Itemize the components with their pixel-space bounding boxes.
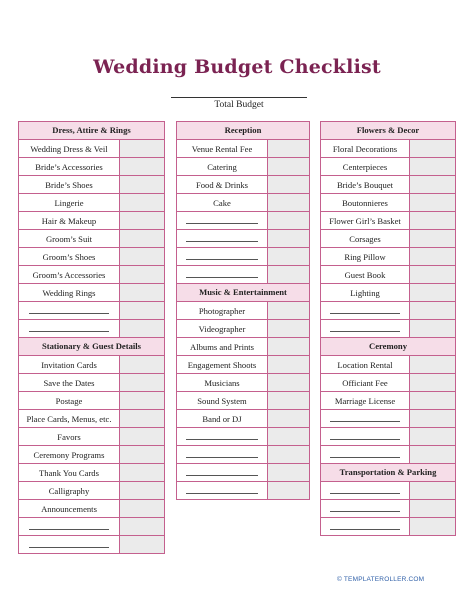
amount-field[interactable] xyxy=(410,320,455,337)
blank-item-line xyxy=(330,421,400,422)
amount-field[interactable] xyxy=(268,302,309,319)
amount-field[interactable] xyxy=(120,230,164,247)
checklist-row xyxy=(177,230,309,248)
blank-item-line xyxy=(330,493,400,494)
checklist-row xyxy=(177,356,309,374)
item-label: Albums and Prints xyxy=(177,338,268,355)
blank-item-field[interactable] xyxy=(177,464,268,481)
section-header: Music & Entertainment xyxy=(177,284,309,302)
checklist-row xyxy=(321,212,455,230)
blank-item-field[interactable] xyxy=(19,302,120,319)
checklist-row xyxy=(321,446,455,463)
amount-field[interactable] xyxy=(410,230,455,247)
blank-item-field[interactable] xyxy=(177,230,268,247)
column-1 xyxy=(18,121,165,554)
checklist-row xyxy=(321,140,455,158)
checklist-row xyxy=(321,230,455,248)
item-label: Ring Pillow xyxy=(321,248,410,265)
item-label: Lighting xyxy=(321,284,410,301)
blank-item-line xyxy=(186,277,258,278)
amount-field[interactable] xyxy=(120,302,164,319)
item-label: Boutonnieres xyxy=(321,194,410,211)
checklist-row xyxy=(321,500,455,518)
checklist-row xyxy=(177,482,309,499)
item-label: Favors xyxy=(19,428,120,445)
blank-item-field[interactable] xyxy=(19,320,120,337)
amount-field[interactable] xyxy=(120,158,164,175)
checklist-row xyxy=(321,320,455,337)
amount-field[interactable] xyxy=(120,140,164,157)
amount-field[interactable] xyxy=(410,356,455,373)
item-label: Bride’s Shoes xyxy=(19,176,120,193)
item-label: Groom’s Accessories xyxy=(19,266,120,283)
item-label: Groom’s Suit xyxy=(19,230,120,247)
checklist-row xyxy=(19,536,164,553)
checklist-row xyxy=(177,410,309,428)
checklist-row xyxy=(177,428,309,446)
checklist-row xyxy=(177,140,309,158)
amount-field[interactable] xyxy=(120,500,164,517)
item-label: Centerpieces xyxy=(321,158,410,175)
checklist-section xyxy=(320,121,456,338)
blank-item-field[interactable] xyxy=(177,428,268,445)
blank-item-field[interactable] xyxy=(19,518,120,535)
amount-field[interactable] xyxy=(268,140,309,157)
item-label: Cake xyxy=(177,194,268,211)
amount-field[interactable] xyxy=(120,446,164,463)
item-label: Bride’s Bouquet xyxy=(321,176,410,193)
amount-field[interactable] xyxy=(120,536,164,553)
blank-item-field[interactable] xyxy=(321,410,410,427)
amount-field[interactable] xyxy=(410,392,455,409)
item-label: Sound System xyxy=(177,392,268,409)
blank-item-field[interactable] xyxy=(321,500,410,517)
checklist-row xyxy=(177,266,309,283)
amount-field[interactable] xyxy=(410,158,455,175)
checklist-row xyxy=(19,500,164,518)
blank-item-line xyxy=(29,547,109,548)
blank-item-line xyxy=(186,439,258,440)
amount-field[interactable] xyxy=(410,176,455,193)
checklist-row xyxy=(19,158,164,176)
amount-field[interactable] xyxy=(410,140,455,157)
item-label: Invitation Cards xyxy=(19,356,120,373)
page-title: Wedding Budget Checklist xyxy=(93,56,381,78)
amount-field[interactable] xyxy=(410,518,455,535)
checklist-row xyxy=(19,356,164,374)
amount-field[interactable] xyxy=(120,194,164,211)
checklist-row xyxy=(177,392,309,410)
amount-field[interactable] xyxy=(120,410,164,427)
checklist-section xyxy=(18,121,165,338)
total-budget-line[interactable] xyxy=(171,97,307,98)
checklist-row xyxy=(19,518,164,536)
section-header: Ceremony xyxy=(321,338,455,356)
amount-field[interactable] xyxy=(410,284,455,301)
item-label: Thank You Cards xyxy=(19,464,120,481)
amount-field[interactable] xyxy=(120,482,164,499)
checklist-row xyxy=(19,428,164,446)
item-label: Engagement Shoots xyxy=(177,356,268,373)
checklist-section xyxy=(18,338,165,554)
checklist-row xyxy=(19,302,164,320)
checklist-row xyxy=(177,248,309,266)
section-header: Stationary & Guest Details xyxy=(19,338,164,356)
item-label: Videographer xyxy=(177,320,268,337)
blank-item-field[interactable] xyxy=(177,248,268,265)
amount-field[interactable] xyxy=(410,500,455,517)
amount-field[interactable] xyxy=(120,464,164,481)
item-label: Calligraphy xyxy=(19,482,120,499)
checklist-row xyxy=(177,374,309,392)
blank-item-line xyxy=(186,457,258,458)
blank-item-field[interactable] xyxy=(177,482,268,499)
checklist-row xyxy=(19,446,164,464)
item-label: Musicians xyxy=(177,374,268,391)
item-label: Postage xyxy=(19,392,120,409)
item-label: Food & Drinks xyxy=(177,176,268,193)
amount-field[interactable] xyxy=(120,320,164,337)
checklist-row xyxy=(177,158,309,176)
amount-field[interactable] xyxy=(268,428,309,445)
blank-item-field[interactable] xyxy=(321,320,410,337)
blank-item-line xyxy=(330,457,400,458)
checklist-row xyxy=(19,230,164,248)
blank-item-field[interactable] xyxy=(177,212,268,229)
blank-item-field[interactable] xyxy=(321,446,410,463)
item-label: Marriage License xyxy=(321,392,410,409)
amount-field[interactable] xyxy=(268,320,309,337)
item-label: Band or DJ xyxy=(177,410,268,427)
item-label: Groom’s Shoes xyxy=(19,248,120,265)
amount-field[interactable] xyxy=(268,446,309,463)
item-label: Wedding Rings xyxy=(19,284,120,301)
blank-item-field[interactable] xyxy=(177,266,268,283)
checklist-row xyxy=(19,248,164,266)
item-label: Flower Girl’s Basket xyxy=(321,212,410,229)
item-label: Bride’s Accessories xyxy=(19,158,120,175)
checklist-row xyxy=(321,482,455,500)
amount-field[interactable] xyxy=(410,248,455,265)
amount-field[interactable] xyxy=(410,302,455,319)
amount-field[interactable] xyxy=(268,482,309,499)
section-header: Flowers & Decor xyxy=(321,122,455,140)
blank-item-line xyxy=(29,313,109,314)
footer-credit[interactable]: © TEMPLATEROLLER.COM xyxy=(337,576,425,583)
checklist-row xyxy=(321,194,455,212)
checklist-row xyxy=(321,248,455,266)
blank-item-field[interactable] xyxy=(321,302,410,319)
amount-field[interactable] xyxy=(410,428,455,445)
checklist-section xyxy=(176,121,310,284)
checklist-row xyxy=(177,302,309,320)
amount-field[interactable] xyxy=(268,374,309,391)
checklist-row xyxy=(19,176,164,194)
checklist-row xyxy=(321,356,455,374)
amount-field[interactable] xyxy=(268,410,309,427)
amount-field[interactable] xyxy=(120,428,164,445)
amount-field[interactable] xyxy=(268,194,309,211)
section-header: Dress, Attire & Rings xyxy=(19,122,164,140)
item-label: Save the Dates xyxy=(19,374,120,391)
item-label: Hair & Makeup xyxy=(19,212,120,229)
checklist-row xyxy=(321,266,455,284)
checklist-row xyxy=(177,338,309,356)
item-label: Ceremony Programs xyxy=(19,446,120,463)
item-label: Location Rental xyxy=(321,356,410,373)
blank-item-field[interactable] xyxy=(177,446,268,463)
checklist-row xyxy=(19,212,164,230)
checklist-section xyxy=(320,464,456,536)
amount-field[interactable] xyxy=(410,194,455,211)
amount-field[interactable] xyxy=(268,338,309,355)
amount-field[interactable] xyxy=(268,248,309,265)
checklist-row xyxy=(19,266,164,284)
blank-item-line xyxy=(186,223,258,224)
checklist-row xyxy=(177,446,309,464)
checklist-section xyxy=(320,338,456,464)
blank-item-line xyxy=(330,511,400,512)
checklist-row xyxy=(321,284,455,302)
blank-item-field[interactable] xyxy=(321,482,410,499)
amount-field[interactable] xyxy=(268,212,309,229)
item-label: Venue Rental Fee xyxy=(177,140,268,157)
amount-field[interactable] xyxy=(120,518,164,535)
checklist-row xyxy=(19,464,164,482)
item-label: Wedding Dress & Veil xyxy=(19,140,120,157)
amount-field[interactable] xyxy=(410,410,455,427)
item-label: Corsages xyxy=(321,230,410,247)
amount-field[interactable] xyxy=(120,374,164,391)
column-3 xyxy=(320,121,456,536)
blank-item-line xyxy=(330,331,400,332)
item-label: Catering xyxy=(177,158,268,175)
blank-item-field[interactable] xyxy=(19,536,120,553)
blank-item-line xyxy=(29,529,109,530)
checklist-row xyxy=(321,410,455,428)
amount-field[interactable] xyxy=(268,230,309,247)
checklist-row xyxy=(177,212,309,230)
checklist-row xyxy=(321,518,455,535)
checklist-row xyxy=(19,320,164,337)
amount-field[interactable] xyxy=(410,266,455,283)
amount-field[interactable] xyxy=(410,446,455,463)
checklist-row xyxy=(19,194,164,212)
checklist-row xyxy=(321,176,455,194)
amount-field[interactable] xyxy=(120,248,164,265)
blank-item-line xyxy=(186,475,258,476)
blank-item-line xyxy=(186,241,258,242)
amount-field[interactable] xyxy=(268,176,309,193)
column-2 xyxy=(176,121,310,500)
amount-field[interactable] xyxy=(268,356,309,373)
checklist-row xyxy=(19,392,164,410)
section-header: Reception xyxy=(177,122,309,140)
checklist-row xyxy=(321,302,455,320)
checklist-section xyxy=(176,284,310,500)
amount-field[interactable] xyxy=(268,266,309,283)
amount-field[interactable] xyxy=(410,482,455,499)
checklist-row xyxy=(321,428,455,446)
amount-field[interactable] xyxy=(120,356,164,373)
total-budget-label: Total Budget xyxy=(214,100,264,110)
checklist-row xyxy=(19,284,164,302)
amount-field[interactable] xyxy=(120,176,164,193)
blank-item-line xyxy=(330,313,400,314)
blank-item-line xyxy=(186,259,258,260)
amount-field[interactable] xyxy=(120,266,164,283)
blank-item-line xyxy=(186,493,258,494)
blank-item-line xyxy=(330,529,400,530)
blank-item-line xyxy=(29,331,109,332)
checklist-row xyxy=(177,464,309,482)
checklist-row xyxy=(177,194,309,212)
checklist-row xyxy=(321,374,455,392)
amount-field[interactable] xyxy=(268,392,309,409)
item-label: Officiant Fee xyxy=(321,374,410,391)
checklist-row xyxy=(19,140,164,158)
blank-item-field[interactable] xyxy=(321,518,410,535)
item-label: Lingerie xyxy=(19,194,120,211)
amount-field[interactable] xyxy=(120,284,164,301)
checklist-row xyxy=(19,374,164,392)
checklist-row xyxy=(177,176,309,194)
blank-item-line xyxy=(330,439,400,440)
checklist-row xyxy=(321,392,455,410)
section-header: Transportation & Parking xyxy=(321,464,455,482)
amount-field[interactable] xyxy=(268,158,309,175)
item-label: Announcements xyxy=(19,500,120,517)
amount-field[interactable] xyxy=(410,212,455,229)
item-label: Floral Decorations xyxy=(321,140,410,157)
item-label: Place Cards, Menus, etc. xyxy=(19,410,120,427)
amount-field[interactable] xyxy=(120,392,164,409)
item-label: Guest Book xyxy=(321,266,410,283)
checklist-row xyxy=(19,482,164,500)
amount-field[interactable] xyxy=(268,464,309,481)
checklist-row xyxy=(177,320,309,338)
amount-field[interactable] xyxy=(120,212,164,229)
checklist-row xyxy=(19,410,164,428)
item-label: Photographer xyxy=(177,302,268,319)
checklist-row xyxy=(321,158,455,176)
amount-field[interactable] xyxy=(410,374,455,391)
blank-item-field[interactable] xyxy=(321,428,410,445)
